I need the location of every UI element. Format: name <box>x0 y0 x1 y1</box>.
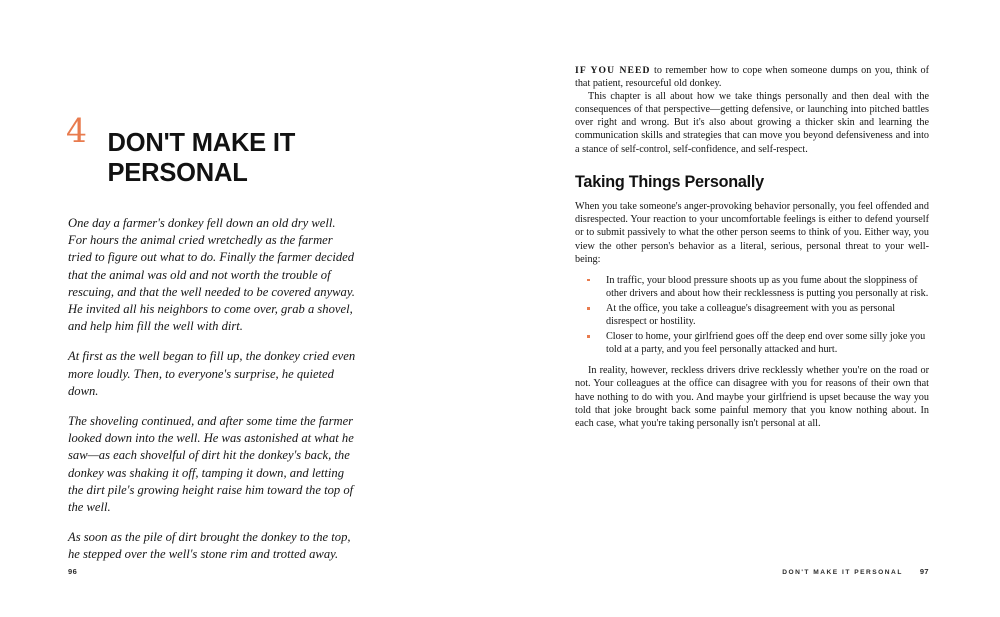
page-number-left: 96 <box>68 567 78 576</box>
story-paragraph: At first as the well began to fill up, the donkey cried even more loudly. Then, to everyone's surprise, he quieted down. <box>68 349 356 398</box>
list-item <box>596 330 929 356</box>
section-paragraph: When you take someone's anger-provoking behavior personally, you feel offended and disrespected. Your reaction to your uncomfortable feelings is either to defend yourself or to submit passively to what the other person seems to think of you. Either way, you view the other person's behavior as a literal, serious, personal threat to your well-being: <box>575 201 929 265</box>
list-item <box>596 274 929 300</box>
story-paragraph: As soon as the pile of dirt brought the donkey to the top, he stepped over the well's stone rim and trotted away. <box>68 530 351 562</box>
page-number-right: 97 <box>919 567 929 576</box>
list-item-text: Closer to home, your girlfriend goes off the deep end over some silly joke you told at a party, and you feel personally attacked and hurt. <box>606 331 926 356</box>
body-column <box>575 64 929 430</box>
list-item-text: In traffic, your blood pressure shoots up as you fume about the sloppiness of other drivers and about how their recklessness is putting you personally at risk. <box>606 274 929 299</box>
chapter-opening-story <box>68 215 356 564</box>
list-item-text: At the office, you take a colleague's disagreement with you as personal disrespect or hostility. <box>606 302 896 328</box>
chapter-title: DON'T MAKE IT PERSONAL <box>107 129 296 187</box>
opening-paragraph-text: to remember how to cope when someone dumps on you, think of that patient, resourceful old donkey. <box>575 65 929 90</box>
running-head: DON'T MAKE IT PERSONAL <box>782 569 903 576</box>
page-footer-right <box>575 567 929 576</box>
lead-in-small-caps: IF YOU NEED <box>575 65 651 76</box>
square-bullet-icon <box>587 279 590 282</box>
intro-paragraph: This chapter is all about how we take things personally and then deal with the consequences of that perspective—getting defensive, or launching into pitched battles over right and wrong. But it's also about growing a thicker skin and learning the communication skills and strategies that can move you beyond defensiveness and into a stance of self-control, self-confidence, and self-respect. <box>575 91 929 155</box>
square-bullet-icon <box>587 307 590 310</box>
list-item <box>596 302 929 328</box>
right-page <box>499 0 1000 617</box>
left-page <box>0 0 499 617</box>
square-bullet-icon <box>587 335 590 338</box>
story-paragraph: One day a farmer's donkey fell down an old dry well. For hours the animal cried wretchedly as the farmer tried to figure out what to do. Finally the farmer decided that the animal was old and not worth the trouble of rescuing, and that the well needed to be covered anyway. He invited all his neighbors to come over, grab a shovel, and help him fill the well with dirt. <box>68 216 355 334</box>
chapter-header <box>66 112 368 206</box>
story-paragraph: The shoveling continued, and after some time the farmer looked down into the well. He was astonished at what he saw—as each shovelful of dirt hit the donkey's back, the donkey was shaking it off, tamping it down, and letting the dirt pile's growing height raise him toward the top of the well. <box>68 414 354 515</box>
closing-paragraph: In reality, however, reckless drivers drive recklessly whether you're on the road or not. Your colleagues at the office can disagree with you for reasons of their own that have nothing to do with you. And maybe your girlfriend is upset because the way you told that joke brought back some painful memory that you know nothing about. In each case, what you're taking personally isn't personal at all. <box>575 365 929 429</box>
section-heading: Taking Things Personally <box>575 172 764 191</box>
chapter-number: 4 <box>66 111 87 150</box>
opening-paragraph <box>575 64 929 90</box>
examples-bullet-list <box>575 274 929 357</box>
